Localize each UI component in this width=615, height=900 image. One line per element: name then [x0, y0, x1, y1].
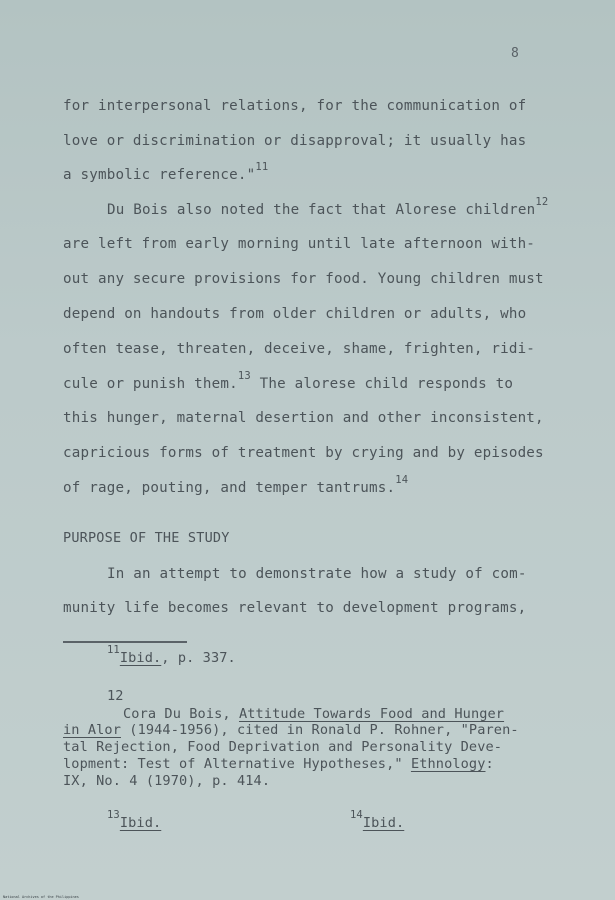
footnote-number: 13	[107, 809, 120, 822]
text-line: depend on handouts from older children or adults, who	[63, 306, 527, 322]
footnote-marker: 12	[535, 196, 549, 209]
book-title: in Alor	[63, 722, 121, 738]
footnote-number: 11	[107, 644, 120, 657]
text-segment: lopment: Test of Alternative Hypotheses,"	[63, 756, 411, 772]
page-number: 8	[511, 46, 519, 61]
footnote-ref: Ibid.	[119, 650, 162, 666]
text-segment: Cora Du Bois,	[123, 706, 239, 722]
footnote-text: , p. 337.	[161, 650, 236, 666]
book-title: Attitude Towards Food and Hunger	[238, 706, 505, 722]
footnote-marker: 14	[395, 474, 409, 487]
text-line: out any secure provisions for food. Young children must	[63, 271, 544, 287]
footnote-number: 12	[107, 688, 124, 704]
text-segment: Du Bois also noted the fact that Alorese children	[107, 202, 536, 218]
footnote-14	[350, 809, 405, 831]
footnote-ref: Ibid.	[119, 815, 162, 831]
text-segment: The alorese child responds to	[250, 376, 514, 392]
footnote-text: tal Rejection, Food Deprivation and Personality Deve-	[63, 739, 503, 755]
footnote-marker: 11	[255, 161, 269, 174]
footnote-11	[107, 644, 236, 666]
text-segment: a symbolic reference."	[63, 167, 256, 183]
text-segment: cule or punish them.	[63, 376, 238, 392]
text-segment: (1944-1956), cited in Ronald P. Rohner, "Paren-	[121, 722, 519, 738]
footnote-text	[63, 722, 519, 738]
text-line	[63, 370, 514, 392]
text-line: for interpersonal relations, for the communication of	[63, 98, 527, 114]
footnote-ref: Ibid.	[362, 815, 405, 831]
footnote-text	[63, 756, 494, 772]
text-line	[63, 161, 269, 183]
text-segment: :	[485, 756, 494, 772]
footnote-text: IX, No. 4 (1970), p. 414.	[63, 773, 271, 789]
footnote-divider	[63, 641, 187, 643]
footnote-text	[123, 706, 504, 722]
footnote-number: 14	[350, 809, 363, 822]
archive-footer: National Archives of the Philippines	[3, 895, 79, 899]
text-line: are left from early morning until late afternoon with-	[63, 236, 536, 252]
text-line: often tease, threaten, deceive, shame, frighten, ridi-	[63, 341, 536, 357]
footnote-marker: 13	[237, 370, 251, 383]
text-segment: of rage, pouting, and temper tantrums.	[63, 480, 396, 496]
text-line: love or discrimination or disapproval; it usually has	[63, 133, 527, 149]
footnote-13	[107, 809, 162, 831]
journal-title: Ethnology	[410, 756, 486, 772]
text-line: In an attempt to demonstrate how a study of com-	[107, 566, 527, 582]
text-line: munity life becomes relevant to development programs,	[63, 600, 527, 616]
text-line: capricious forms of treatment by crying and by episodes	[63, 445, 544, 461]
text-line: this hunger, maternal desertion and other inconsistent,	[63, 410, 544, 426]
section-heading: PURPOSE OF THE STUDY	[63, 530, 230, 546]
text-line	[107, 196, 549, 218]
text-line	[63, 474, 409, 496]
